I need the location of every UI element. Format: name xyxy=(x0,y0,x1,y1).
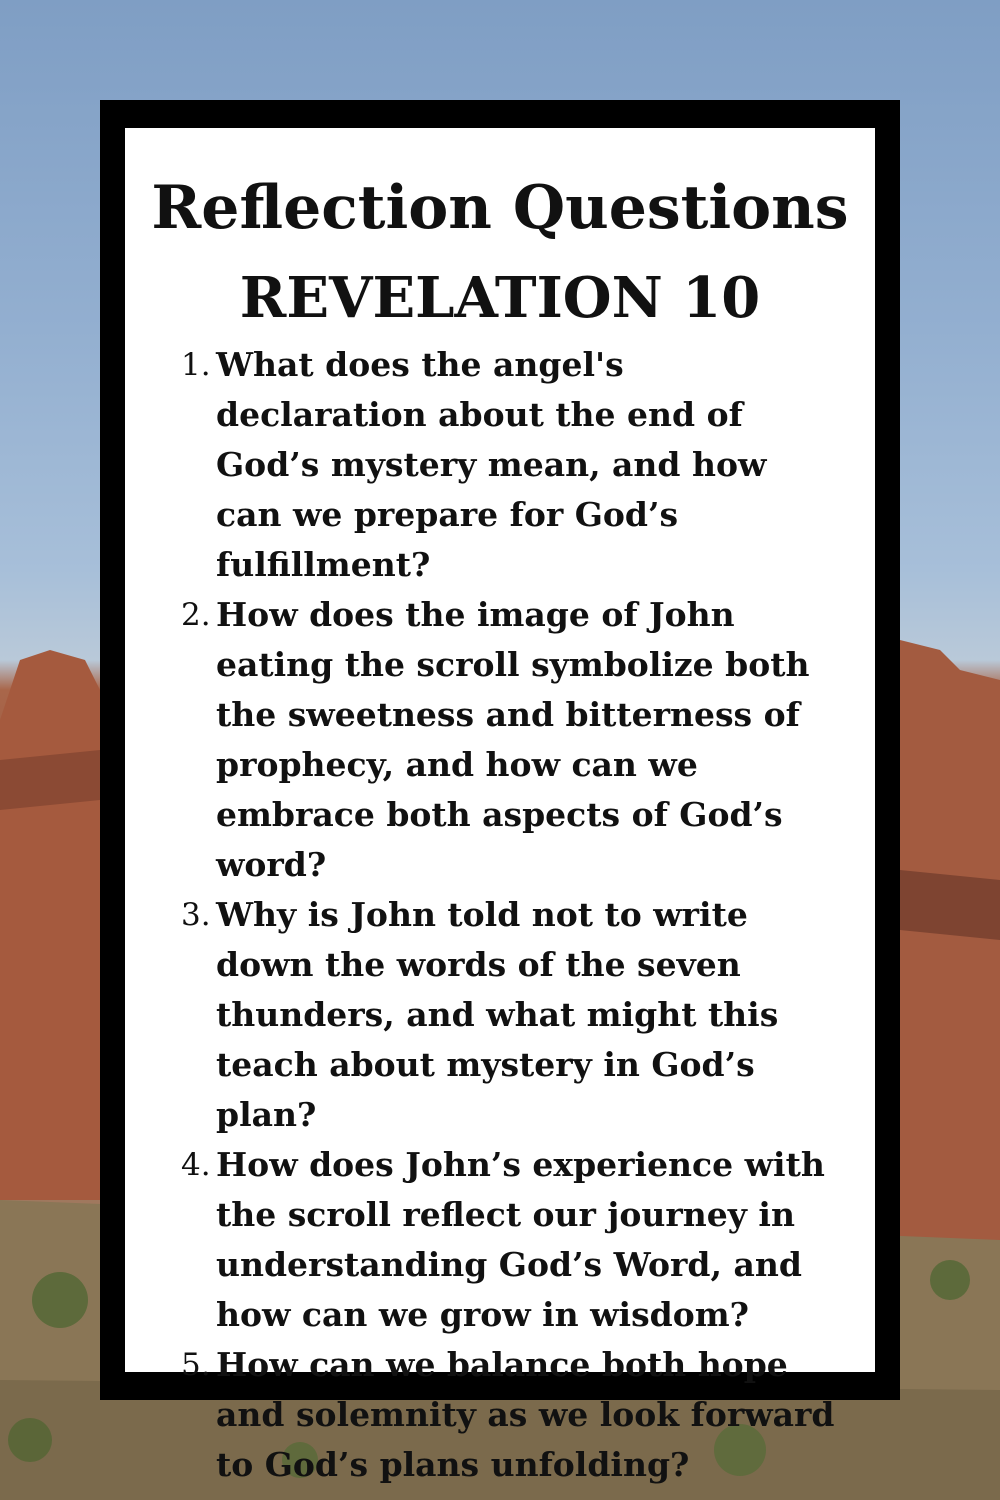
shrub xyxy=(32,1272,88,1328)
question-number: 4. xyxy=(181,1147,211,1183)
questions-list xyxy=(181,340,841,1490)
shrub xyxy=(8,1418,52,1462)
question-text: Why is John told not to write down the words of the seven thunders, and what might this teach about mystery in God’s plan? xyxy=(216,895,779,1134)
question-item xyxy=(181,340,841,590)
question-number: 3. xyxy=(181,897,211,933)
question-number: 1. xyxy=(181,347,211,383)
question-text: What does the angel's declaration about the end of God’s mystery mean, and how can we prepare for God’s fulfillment? xyxy=(216,345,767,584)
question-number: 2. xyxy=(181,597,211,633)
right-rock-formation xyxy=(900,640,1000,1250)
shrub xyxy=(930,1260,970,1300)
right-rock-band xyxy=(900,870,1000,940)
question-text: How does John’s experience with the scroll reflect our journey in understanding God’s Word, and how can we grow in wisdom? xyxy=(216,1145,825,1334)
question-text: How can we balance both hope and solemnity as we look forward to God’s plans unfolding? xyxy=(216,1345,835,1484)
left-rock-formation xyxy=(0,650,100,1200)
left-rock-band xyxy=(0,750,100,810)
card-subtitle: REVELATION 10 xyxy=(239,265,761,331)
question-number: 5. xyxy=(181,1347,211,1383)
question-item xyxy=(181,1140,841,1340)
question-text: How does the image of John eating the scroll symbolize both the sweetness and bitterness of prophecy, and how can we embrace both aspects of God’s word? xyxy=(216,595,810,884)
question-item xyxy=(181,890,841,1140)
question-item xyxy=(181,1340,841,1490)
card-title: Reflection Questions xyxy=(151,173,849,243)
reflection-card xyxy=(125,128,875,1484)
question-item xyxy=(181,590,841,890)
